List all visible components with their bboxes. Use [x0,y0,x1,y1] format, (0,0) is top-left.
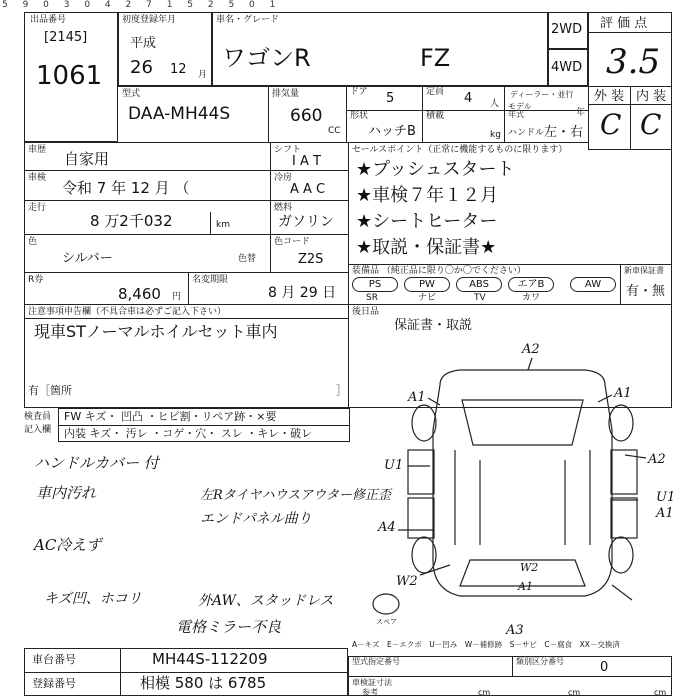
first-reg-year: 26 [130,57,153,78]
dimension-label: 車検証寸法 [352,678,392,687]
ac-value: A A C [290,182,326,197]
sales-point-4: ★取説・保証書★ [356,237,497,258]
inspection-value: 令和 7 年 12 月 （ [62,179,190,197]
after-items-label: 後日品 [352,307,380,317]
wheel-front-right [609,405,633,441]
first-reg-era: 平成 [130,36,157,51]
capacity-label: 定員 [426,87,445,97]
inspector-row-1: FW キズ・ 凹凸 ・ヒビ割・リペア跡・×要 [64,410,277,423]
sales-point-3: ★シートヒーター [356,211,498,232]
ac-label: 冷房 [274,173,293,183]
mileage-unit: km [216,220,230,230]
equip-tv: TV [474,293,486,303]
capacity-unit: 人 [490,99,500,109]
inspector-label-1: 検査員 [24,412,52,422]
color-code-label: 色コード [274,237,311,247]
equip-aw: AW [570,277,616,292]
dealer-label: ディーラー・並行 [510,90,574,99]
hand-note-5: AC冷えず [34,536,102,554]
use-value: 自家用 [64,150,110,168]
diag-label-w2-center: W2 [520,561,539,574]
equip-leather: カワ [522,293,541,303]
cm-unit-2: cm [568,688,581,697]
load-label: 積載 [426,111,445,121]
model-year-unit: 年 [576,108,586,118]
hand-note-3: 左Rタイヤハウスアウター修正歪 [200,488,392,503]
exterior-label: 外 装 [594,89,625,104]
shape-label: 形状 [350,111,369,121]
hand-note-7: 外AW、スタッドレス [198,593,334,609]
equip-sr: SR [366,293,378,303]
windshield [462,400,583,445]
sales-label: セールスポイント（正常に機能するものに限ります） [352,145,568,155]
inspector-label-2: 記入欄 [24,425,52,435]
equip-pw: PW [404,277,450,292]
diag-label-a3: A3 [506,623,524,638]
nameplate-value: 8 月 29 日 [268,285,337,301]
displacement-unit: CC [328,126,341,136]
reception-number: [2145] [44,30,88,45]
hand-note-6: キズ凹、ホコリ [44,591,142,607]
class-value: 0 [600,660,609,675]
mileage-label: 走行 [28,203,47,213]
model-name: ワゴンR [222,44,311,72]
spare-label: スペア [376,618,397,626]
model-year-label: モデル年式 [508,102,532,119]
hand-note-2: 車内汚れ [36,484,97,502]
diag-label-a1-rear: A1 [518,580,533,593]
type-label: 型式 [122,89,141,99]
warranty-value: 有・無 [626,284,666,299]
score-label: 評 価 点 [600,16,648,31]
cm-unit-1: cm [478,688,491,697]
notes-text: 現車STノーマルホイルセット車内 [34,322,278,341]
mileage-value: 8 万2千032 [90,212,173,230]
color-change-label: 色替 [238,254,257,264]
inspection-label: 車検 [28,173,47,183]
shape-value: ハッチB [368,124,416,139]
score-value: 3.5 [606,42,661,82]
handle-value: 左・右 [544,125,584,140]
door-label: ドア [350,87,368,97]
inspector-row-2: 内装 キズ・ 汚レ ・コゲ・穴・ スレ ・キレ・破レ [64,427,313,440]
interior-grade: C [640,108,662,141]
diag-label-w2-left: W2 [396,574,418,589]
damage-legend: A－キズ E－エクボ U－凹み W－補修跡 S－サビ C－腐食 XX－交換済 [352,640,620,649]
exterior-grade: C [600,108,622,141]
sales-point-1: ★プッシュスタート [356,159,515,180]
equip-abs: ABS [456,277,502,292]
diag-label-a1-fr: A1 [614,386,632,401]
handle-label: ハンドル [508,128,545,138]
class-label: 類別区分番号 [516,657,564,666]
lot-number: 1061 [36,61,103,91]
sales-point-2: ★車検７年１２月 [356,185,499,206]
shift-label: シフト [274,145,302,155]
first-reg-label: 初度登録年月 [122,15,177,25]
type-cert-label: 型式指定番号 [352,657,400,666]
shift-value: I A T [292,154,321,169]
hand-note-8: 電格ミラー不良 [176,618,282,636]
top-code-strip: 5 9 0 3 0 4 2 7 1 5 2 5 0 1 [2,0,282,10]
recycle-label: R券 [28,275,44,285]
diag-label-u1-right: U1 [656,490,676,505]
recycle-value: 8,460 [118,285,161,303]
grade-name: FZ [420,44,451,72]
color-value: シルバー [62,251,113,266]
use-label: 車歴 [28,145,47,155]
drive-4wd: 4WD [551,60,583,75]
after-items-value: 保証書・取説 [394,318,473,333]
door-right-rear [611,498,637,538]
cm-unit-3: cm [654,688,667,697]
diag-label-a1-right: A1 [656,506,674,521]
hand-note-1: ハンドルカバー 付 [34,454,159,472]
door-value: 5 [386,91,395,106]
registration-label: 登録番号 [32,677,76,690]
diag-label-a2-right: A2 [648,452,666,467]
hand-note-4: エンドパネル曲り [200,511,312,527]
equipment-label: 装備品 （純正品に限り〇か〇でください） [352,266,526,276]
diag-label-a1-fl: A1 [408,390,426,405]
reception-label: 出品番号 [30,15,67,25]
chassis-label: 車台番号 [32,653,76,666]
fuel-label: 燃料 [274,203,293,213]
repair-history: 有［箇所 [28,384,72,397]
equip-ps: PS [352,277,398,292]
displacement-value: 660 [290,106,323,126]
reference-label: 参考 [362,688,378,697]
door-left-rear [408,498,434,538]
registration-number: 相模 580 は 6785 [140,674,267,692]
color-code-value: Z2S [298,252,324,267]
diag-label-a2-top: A2 [522,342,540,357]
first-reg-month: 12 [170,62,187,77]
interior-label: 内 装 [636,89,667,104]
diag-label-u1-left: U1 [384,458,404,473]
load-unit: kg [490,130,501,140]
notes-label: 注意事項申告欄（不具合車は必ずご記入下さい） [28,307,227,317]
color-label: 色 [28,237,38,247]
recycle-unit: 円 [172,292,182,302]
new-car-warranty-label: 新車保証書 [624,266,664,275]
drive-2wd: 2WD [551,22,583,37]
capacity-value: 4 [464,91,473,106]
name-label: 車名・グレード [216,15,280,25]
displacement-label: 排気量 [272,89,300,99]
nameplate-label: 名変期限 [192,275,229,285]
chassis-number: MH44S-112209 [152,650,268,668]
equip-airbag: エアB [508,277,554,292]
diag-label-a4: A4 [378,520,396,535]
fuel-value: ガソリン [278,214,334,230]
wheel-front-left [412,405,436,441]
type-value: DAA-MH44S [128,104,231,124]
door-left-front [408,450,434,494]
first-reg-month-unit: 月 [198,70,208,80]
repair-close: ］ [336,384,347,397]
equip-navi: ナビ [418,293,437,303]
spare-tire [373,594,399,614]
